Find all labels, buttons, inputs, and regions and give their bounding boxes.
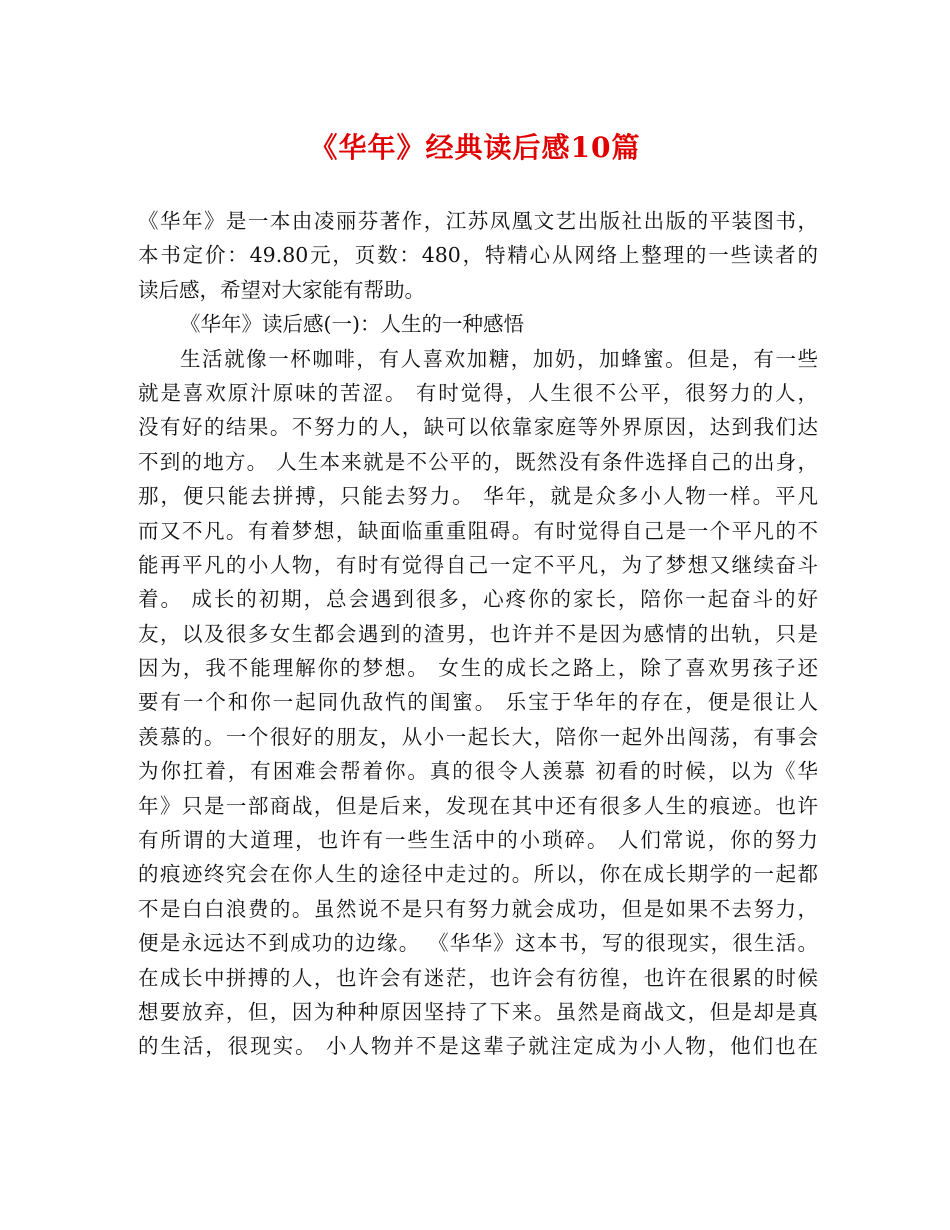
text-line: 的痕迹终究会在你人生的途径中走过的。所以，你在成长期学的一起都 xyxy=(138,862,818,887)
text-line: 因为，我不能理解你的梦想。 女生的成长之路上，除了喜欢男孩子还 xyxy=(138,656,818,681)
text-line: 要有一个和你一起同仇敌忾的闺蜜。 乐宝于华年的存在，便是很让人 xyxy=(138,690,818,715)
document-title: 《华年》经典读后感10篇 xyxy=(309,131,641,164)
text-line: 想要放弃，但，因为种种原因坚持了下来。虽然是商战文，但是却是真 xyxy=(138,999,818,1024)
text-line: 为你扛着，有困难会帮着你。真的很令人羡慕 初看的时候，以为《华 xyxy=(138,759,818,784)
text-line: 读后感，希望对大家能有帮助。 xyxy=(138,277,425,302)
text-line: 友，以及很多女生都会遇到的渣男，也许并不是因为感情的出轨，只是 xyxy=(138,621,818,646)
text-line: 能再平凡的小人物，有时有觉得自己一定不平凡，为了梦想又继续奋斗 xyxy=(138,552,818,577)
text-line: 《华年》是一本由凌丽芬著作，江苏凤凰文艺出版社出版的平装图书， xyxy=(138,209,818,233)
text-line: 《华年》读后感(一)：人生的一种感悟 xyxy=(180,312,524,337)
document-body xyxy=(138,204,818,1064)
text-line: 便是永远达不到成功的边缘。 《华华》这本书，写的很现实，很生活。 xyxy=(138,931,818,956)
text-line: 生活就像一杯咖啡，有人喜欢加糖，加奶，加蜂蜜。但是，有一些 xyxy=(180,346,818,371)
text-line: 而又不凡。有着梦想，缺面临重重阻碍。有时觉得自己是一个平凡的不 xyxy=(138,518,818,543)
text-line: 在成长中拼搏的人，也许会有迷茫，也许会有彷徨，也许在很累的时候 xyxy=(138,965,818,990)
text-line: 本书定价：49.80元，页数：480，特精心从网络上整理的一些读者的 xyxy=(138,243,818,268)
text-line: 的生活，很现实。 小人物并不是这辈子就注定成为小人物，他们也在 xyxy=(138,1034,818,1059)
text-line: 没有好的结果。不努力的人，缺可以依靠家庭等外界原因，达到我们达 xyxy=(138,415,818,440)
text-line: 着。 成长的初期，总会遇到很多，心疼你的家长，陪你一起奋斗的好 xyxy=(138,587,818,612)
text-line: 不到的地方。 人生本来就是不公平的，既然没有条件选择自己的出身， xyxy=(138,449,818,474)
text-line: 羡慕的。一个很好的朋友，从小一起长大，陪你一起外出闯荡，有事会 xyxy=(138,724,818,749)
text-line: 那，便只能去拼搏，只能去努力。 华年，就是众多小人物一样。平凡 xyxy=(138,484,818,509)
text-line: 有所谓的大道理，也许有一些生活中的小琐碎。 人们常说，你的努力 xyxy=(138,828,818,853)
text-line: 年》只是一部商战，但是后来，发现在其中还有很多人生的痕迹。也许 xyxy=(138,793,818,818)
text-line: 不是白白浪费的。虽然说不是只有努力就会成功，但是如果不去努力， xyxy=(138,896,818,921)
text-line: 就是喜欢原汁原味的苦涩。 有时觉得，人生很不公平，很努力的人， xyxy=(138,380,818,405)
